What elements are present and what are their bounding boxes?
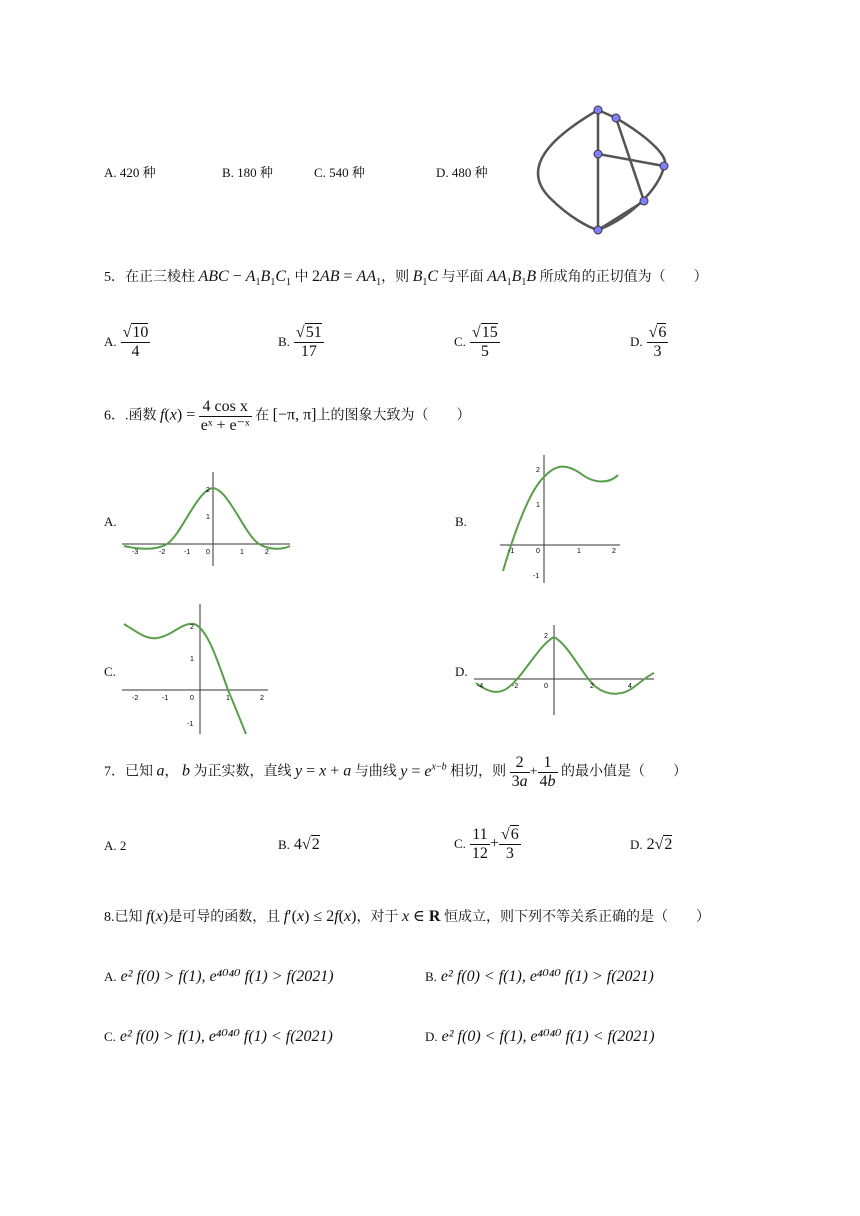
q8-text-2: 是可导的函数，且 bbox=[168, 910, 281, 925]
x-tick-label: 2 bbox=[260, 695, 264, 702]
q4-vertex bbox=[660, 162, 668, 170]
y-tick-label: 2 bbox=[544, 633, 548, 640]
q7-option-b: B. 4√2 bbox=[278, 836, 320, 853]
q5-text-5: 所成角的正切值为（ ） bbox=[539, 270, 708, 285]
q5-text-2: 中 bbox=[294, 270, 309, 285]
q4-right-curve-bottom bbox=[598, 166, 664, 230]
q5-line: $B_1C$ bbox=[412, 268, 439, 289]
x-tick-label: 2 bbox=[265, 549, 269, 556]
q4-graph-figure bbox=[530, 98, 680, 240]
q4-vertex bbox=[594, 106, 602, 114]
q8-option-a: A. e² f(0) > f(1), e⁴⁰⁴⁰ f(1) > f(2021) bbox=[104, 968, 334, 985]
x-tick-label: 0 bbox=[544, 683, 548, 690]
q5-text-3: ，则 bbox=[381, 270, 410, 285]
q5-stem bbox=[104, 266, 708, 288]
q7-option-c: C. $\frac{11}{12}$ + $\frac{√6}{3}$ bbox=[454, 826, 519, 862]
q6-func: f(x) = bbox=[160, 406, 196, 424]
q8-option-c: C. e² f(0) > f(1), e⁴⁰⁴⁰ f(1) < f(2021) bbox=[104, 1028, 333, 1045]
x-tick-label: 1 bbox=[226, 695, 230, 702]
q4-vertex bbox=[594, 226, 602, 234]
x-tick-label: 1 bbox=[240, 549, 244, 556]
q7-option-a: A. 2 bbox=[104, 838, 127, 853]
q6-text-1: .函数 bbox=[125, 408, 157, 424]
x-tick-label: 4 bbox=[628, 683, 632, 690]
x-tick-label: -1 bbox=[508, 548, 515, 555]
q6-stem bbox=[104, 398, 471, 435]
x-tick-label: 2 bbox=[612, 548, 616, 555]
x-tick-label: -3 bbox=[132, 549, 139, 556]
q7-line-eq: y = x + a bbox=[295, 762, 352, 780]
q4-option-c: C. 540 种 bbox=[314, 165, 365, 180]
x-tick-label: 0 bbox=[536, 548, 540, 555]
q5-prism: ABC − $A_1B_1C_1$ bbox=[198, 268, 291, 289]
y-tick-label: -1 bbox=[533, 573, 540, 580]
q7-text-6: 的最小值是（ ） bbox=[561, 764, 688, 780]
y-tick-label: 1 bbox=[206, 514, 210, 521]
q8-option-b: B. e² f(0) < f(1), e⁴⁰⁴⁰ f(1) > f(2021) bbox=[425, 968, 654, 985]
x-tick-label: 0 bbox=[206, 549, 210, 556]
q6-graph-c bbox=[122, 604, 272, 736]
q7-option-d: D. 2√2 bbox=[630, 836, 673, 853]
q5-cond: $2AB = AA_1$ bbox=[311, 268, 382, 289]
q4-edge bbox=[598, 201, 644, 230]
y-tick-label: -1 bbox=[187, 721, 194, 728]
q4-vertex bbox=[640, 197, 648, 205]
q5-option-a: A. $\frac{√10}{4}$ bbox=[104, 324, 149, 360]
q6-graph-d bbox=[474, 625, 656, 717]
y-tick-label: 2 bbox=[190, 624, 194, 631]
q7-number: 7． bbox=[104, 764, 125, 780]
y-tick-label: 1 bbox=[536, 502, 540, 509]
q6-option-a-label: A. bbox=[104, 514, 117, 529]
q6-option-b-label: B. bbox=[455, 514, 467, 529]
x-tick-label: -2 bbox=[159, 549, 166, 556]
q6-option-c-label: C. bbox=[104, 664, 116, 679]
x-tick-label: 1 bbox=[577, 548, 581, 555]
x-tick-label: -4 bbox=[477, 683, 484, 690]
q6-number: 6． bbox=[104, 408, 125, 424]
q5-number: 5． bbox=[104, 270, 125, 285]
q5-option-c: C. $\frac{√15}{5}$ bbox=[454, 324, 498, 360]
curve bbox=[124, 624, 246, 734]
y-tick-label: 1 bbox=[190, 656, 194, 663]
q4-option-a: A. 420 种 bbox=[104, 165, 156, 180]
y-tick-label: 2 bbox=[536, 467, 540, 474]
q7-text-5: 相切，则 bbox=[450, 764, 507, 780]
q4-vertex bbox=[612, 114, 620, 122]
q5-text-1: 在正三棱柱 bbox=[125, 270, 195, 285]
q6-option-d-label: D. bbox=[455, 664, 468, 679]
q4-option-d: D. 480 种 bbox=[436, 165, 488, 180]
q8-option-d: D. e² f(0) < f(1), e⁴⁰⁴⁰ f(1) < f(2021) bbox=[425, 1028, 655, 1045]
q4-vertex bbox=[594, 150, 602, 158]
x-tick-label: 0 bbox=[190, 695, 194, 702]
q6-graph-a bbox=[122, 472, 292, 567]
curve bbox=[503, 467, 618, 571]
x-tick-label: -1 bbox=[162, 695, 169, 702]
q7-text-4: 与曲线 bbox=[354, 764, 397, 780]
q7-text-3: 为正实数，直线 bbox=[193, 764, 292, 780]
x-tick-label: 2 bbox=[590, 683, 594, 690]
q8-text-1: 已知 bbox=[114, 910, 143, 925]
q6-fraction: $\frac{\text{4 cos x}}{\text{eˣ + e⁻ˣ}}$ bbox=[200, 398, 250, 434]
q5-text-4: 与平面 bbox=[441, 270, 484, 285]
q6-interval: [−π, π] bbox=[272, 406, 317, 424]
q5-option-d: D. $\frac{√6}{3}$ bbox=[630, 324, 667, 360]
q7-text-1: 已知 bbox=[125, 764, 153, 780]
q6-text-2: 在 bbox=[255, 408, 270, 424]
q5-option-b: B. $\frac{√51}{17}$ bbox=[278, 324, 322, 360]
q6-graph-b bbox=[500, 455, 622, 585]
q4-left-curve bbox=[538, 110, 598, 230]
y-tick-label: 2 bbox=[206, 487, 210, 494]
q8-stem: 8.已知 f(x)是可导的函数，且 f′(x) ≤ 2f(x)，对于 x ∈ R 恒成立，则下列不等关系正确的是（ ） bbox=[104, 908, 710, 925]
x-tick-label: -1 bbox=[184, 549, 191, 556]
q7-text-2: ， bbox=[164, 764, 179, 780]
q8-text-3: ，对于 bbox=[356, 910, 399, 925]
q5-plane: $AA_1B_1B$ bbox=[487, 268, 537, 289]
q4-option-b: B. 180 种 bbox=[222, 165, 273, 180]
q7-stem: 7．已知 a， b 为正实数，直线 y = x + a 与曲线 $y = e^{x-b}$ 相切，则 $\frac{2}{3a}$ + $\frac{1}{4b}$ 的最小值是（ ） bbox=[104, 754, 688, 790]
q8-text-4: 恒成立，则下列不等关系正确的是（ ） bbox=[443, 910, 710, 925]
q6-text-3: 上的图象大致为（ ） bbox=[316, 408, 471, 424]
q8-number: 8. bbox=[104, 910, 115, 925]
x-tick-label: -2 bbox=[132, 695, 139, 702]
x-tick-label: -2 bbox=[512, 683, 519, 690]
q7-curve-eq: $y = e^{x-b}$ bbox=[400, 761, 447, 780]
